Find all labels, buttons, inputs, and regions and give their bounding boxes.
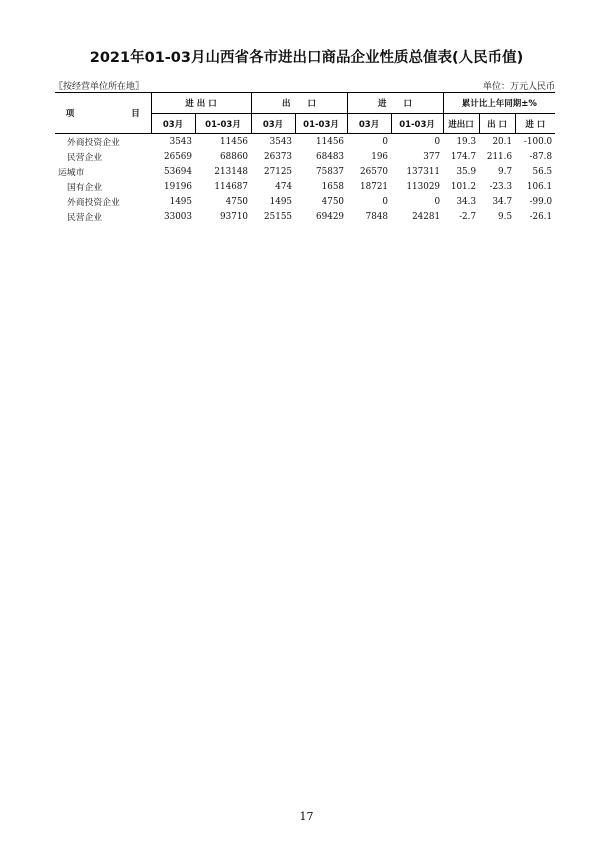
row-label: 外商投资企业 <box>67 198 120 208</box>
location-note: 〖按经营单位所在地〗 <box>54 82 145 92</box>
table-cell: 27125 <box>264 166 293 177</box>
table-cell: 174.7 <box>450 151 477 162</box>
export-month-header: 03月 <box>251 114 295 134</box>
table-cell: 474 <box>275 181 293 192</box>
table-cell: 19.3 <box>456 136 477 147</box>
row-label: 民营企业 <box>67 213 103 223</box>
table-cell: 0 <box>434 196 441 207</box>
table-body <box>55 134 555 225</box>
table-cell: 69429 <box>316 211 345 222</box>
growth-export-header: 出 口 <box>479 114 515 134</box>
table-cell: -26.1 <box>529 211 553 222</box>
table-cell: 106.1 <box>526 181 553 192</box>
table-cell: -99.0 <box>529 196 553 207</box>
table-cell: 11456 <box>316 136 345 147</box>
table-cell: 211.6 <box>486 151 513 162</box>
table-row <box>55 179 555 194</box>
page-number: 17 <box>299 810 314 823</box>
item-header-a: 项 <box>65 109 75 119</box>
table-cell: 1658 <box>321 181 345 192</box>
table-cell: 24281 <box>412 211 441 222</box>
table-cell: 75837 <box>316 166 345 177</box>
import-cumulative-header: 01-03月 <box>391 114 443 134</box>
table-header <box>55 93 555 134</box>
table-cell: 33003 <box>164 211 192 222</box>
table-row <box>55 164 555 179</box>
table-cell: 1495 <box>169 196 192 207</box>
item-header <box>55 93 151 134</box>
table-cell: 68483 <box>316 151 345 162</box>
table-cell: 34.7 <box>492 196 513 207</box>
growth-import-header: 进 口 <box>515 114 555 134</box>
table-cell: 4750 <box>225 196 249 207</box>
export-header: 出 口 <box>251 93 347 114</box>
trade-table <box>55 92 555 224</box>
table-cell: 34.3 <box>456 196 477 207</box>
table-row <box>55 134 555 150</box>
total-cumulative-header: 01-03月 <box>195 114 251 134</box>
table-row <box>55 209 555 224</box>
table-cell: -87.8 <box>529 151 553 162</box>
table-cell: 114687 <box>214 181 249 192</box>
table-cell: 113029 <box>406 181 441 192</box>
table-cell: 26373 <box>264 151 293 162</box>
table-cell: 35.9 <box>456 166 477 177</box>
row-label: 运城市 <box>58 168 85 178</box>
growth-total-header: 进出口 <box>443 114 479 134</box>
table-cell: 93710 <box>220 211 249 222</box>
unit-label: 单位：万元人民币 <box>482 82 555 92</box>
page-title: 2021年01-03月山西省各市进出口商品企业性质总值表(人民币值) <box>89 50 524 66</box>
table-cell: 3543 <box>169 136 192 147</box>
table-cell: -2.7 <box>459 211 477 222</box>
table-cell: 25155 <box>264 211 293 222</box>
total-trade-header: 进 出 口 <box>151 93 251 114</box>
table-cell: 56.5 <box>532 166 553 177</box>
item-header-b: 目 <box>131 109 140 119</box>
table-cell: 196 <box>371 151 389 162</box>
row-label: 外商投资企业 <box>67 138 120 148</box>
table-cell: 68860 <box>220 151 249 162</box>
table-cell: 53694 <box>164 166 192 177</box>
table-cell: 213148 <box>214 166 249 177</box>
table-cell: 0 <box>382 136 389 147</box>
import-month-header: 03月 <box>347 114 391 134</box>
table-cell: 11456 <box>220 136 249 147</box>
table-cell: 1495 <box>269 196 293 207</box>
export-cumulative-header: 01-03月 <box>295 114 347 134</box>
table-cell: 19196 <box>164 181 192 192</box>
row-label: 国有企业 <box>67 183 103 193</box>
table-cell: 4750 <box>321 196 345 207</box>
table-cell: -23.3 <box>489 181 513 192</box>
total-month-header: 03月 <box>151 114 195 134</box>
table-row <box>55 149 555 164</box>
table-cell: 7848 <box>365 211 389 222</box>
row-label: 民营企业 <box>67 153 103 163</box>
table-cell: 9.7 <box>498 166 513 177</box>
table-cell: 101.2 <box>450 181 477 192</box>
table-cell: 20.1 <box>492 136 513 147</box>
table-cell: 3543 <box>269 136 293 147</box>
table-cell: 26569 <box>164 151 192 162</box>
growth-header: 累计比上年同期±% <box>443 93 555 114</box>
table-cell: 9.5 <box>498 211 513 222</box>
import-header: 进 口 <box>347 93 443 114</box>
table-cell: 18721 <box>360 181 389 192</box>
table-cell: 0 <box>382 196 389 207</box>
table-cell: -100.0 <box>523 136 553 147</box>
table-row <box>55 194 555 209</box>
table-cell: 377 <box>423 151 441 162</box>
table-cell: 0 <box>434 136 441 147</box>
table-cell: 26570 <box>360 166 389 177</box>
table-cell: 137311 <box>406 166 441 177</box>
